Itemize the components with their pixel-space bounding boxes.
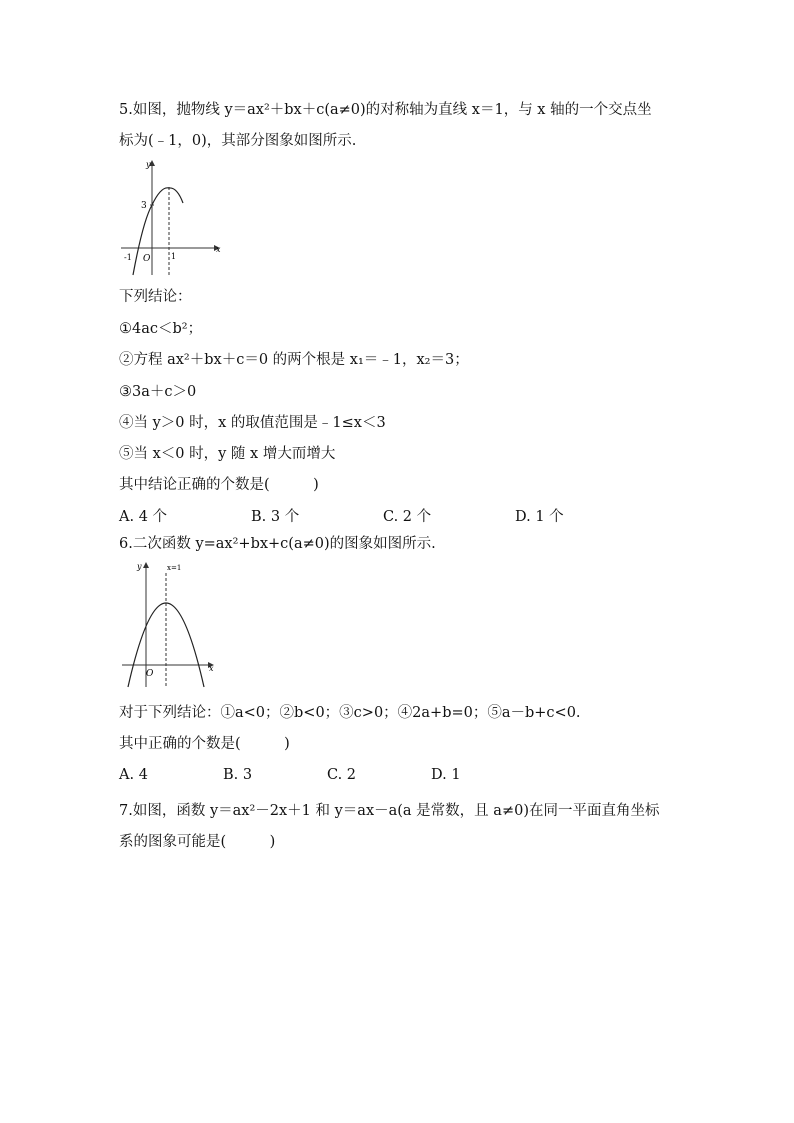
q6-option-b: B. 3 [223, 767, 253, 783]
q6-label-x: x [209, 664, 214, 673]
q5-conclusion-4: ④当 y＞0 时，x 的取值范围是﹣1≤x＜3 [119, 415, 386, 431]
q5-conclusion-1: ①4ac＜b²； [119, 321, 203, 337]
q6-option-a: A. 4 [119, 767, 148, 783]
q5-intro: 下列结论： [119, 289, 192, 305]
q6-parabola-figure [119, 559, 219, 689]
q7-text-line1: 7.如图，函数 y＝ax²－2x＋1 和 y＝ax－a(a 是常数，且 a≠0)在同一平面直角坐标 [119, 803, 660, 819]
q5-conclusion-5: ⑤当 x＜0 时，y 随 x 增大而增大 [119, 446, 336, 462]
q5-conclusion-2: ②方程 ax²＋bx＋c＝0 的两个根是 x₁＝﹣1，x₂＝3； [119, 352, 469, 368]
q5-label-y: y [146, 160, 151, 169]
q5-text-line2: 标为(﹣1，0)，其部分图象如图所示. [119, 133, 357, 149]
q5-option-d: D. 1 个 [515, 509, 564, 525]
q5-option-a: A. 4 个 [119, 509, 168, 525]
q5-parabola-figure [119, 157, 225, 279]
q6-statements: 对于下列结论：①a<0；②b<0；③c>0；④2a+b=0；⑤a－b+c<0. [119, 705, 581, 721]
q6-text-line1: 6.二次函数 y=ax²+bx+c(a≠0)的图象如图所示. [119, 536, 436, 552]
q6-label-sym: x=1 [167, 564, 182, 572]
q7-text-line2: 系的图象可能是( ) [119, 834, 276, 850]
q5-question: 其中结论正确的个数是( ) [119, 477, 319, 493]
q6-option-c: C. 2 [327, 767, 357, 783]
q5-label-3: 3 [141, 201, 147, 211]
q5-text-line1: 5.如图，抛物线 y＝ax²＋bx＋c(a≠0)的对称轴为直线 x＝1，与 x 轴的一个交点坐 [119, 102, 652, 118]
q6-question: 其中正确的个数是( ) [119, 736, 290, 752]
q5-label-x: x [216, 245, 221, 254]
q6-label-origin: O [146, 669, 154, 679]
q5-label-1: 1 [171, 252, 177, 261]
q5-label-neg1: -1 [124, 253, 132, 262]
q5-label-origin: O [143, 254, 151, 264]
q5-option-c: C. 2 个 [383, 509, 432, 525]
q5-conclusion-3: ③3a＋c＞0 [119, 384, 197, 400]
q6-label-y: y [137, 562, 142, 571]
q6-option-d: D. 1 [431, 767, 461, 783]
q5-option-b: B. 3 个 [251, 509, 300, 525]
